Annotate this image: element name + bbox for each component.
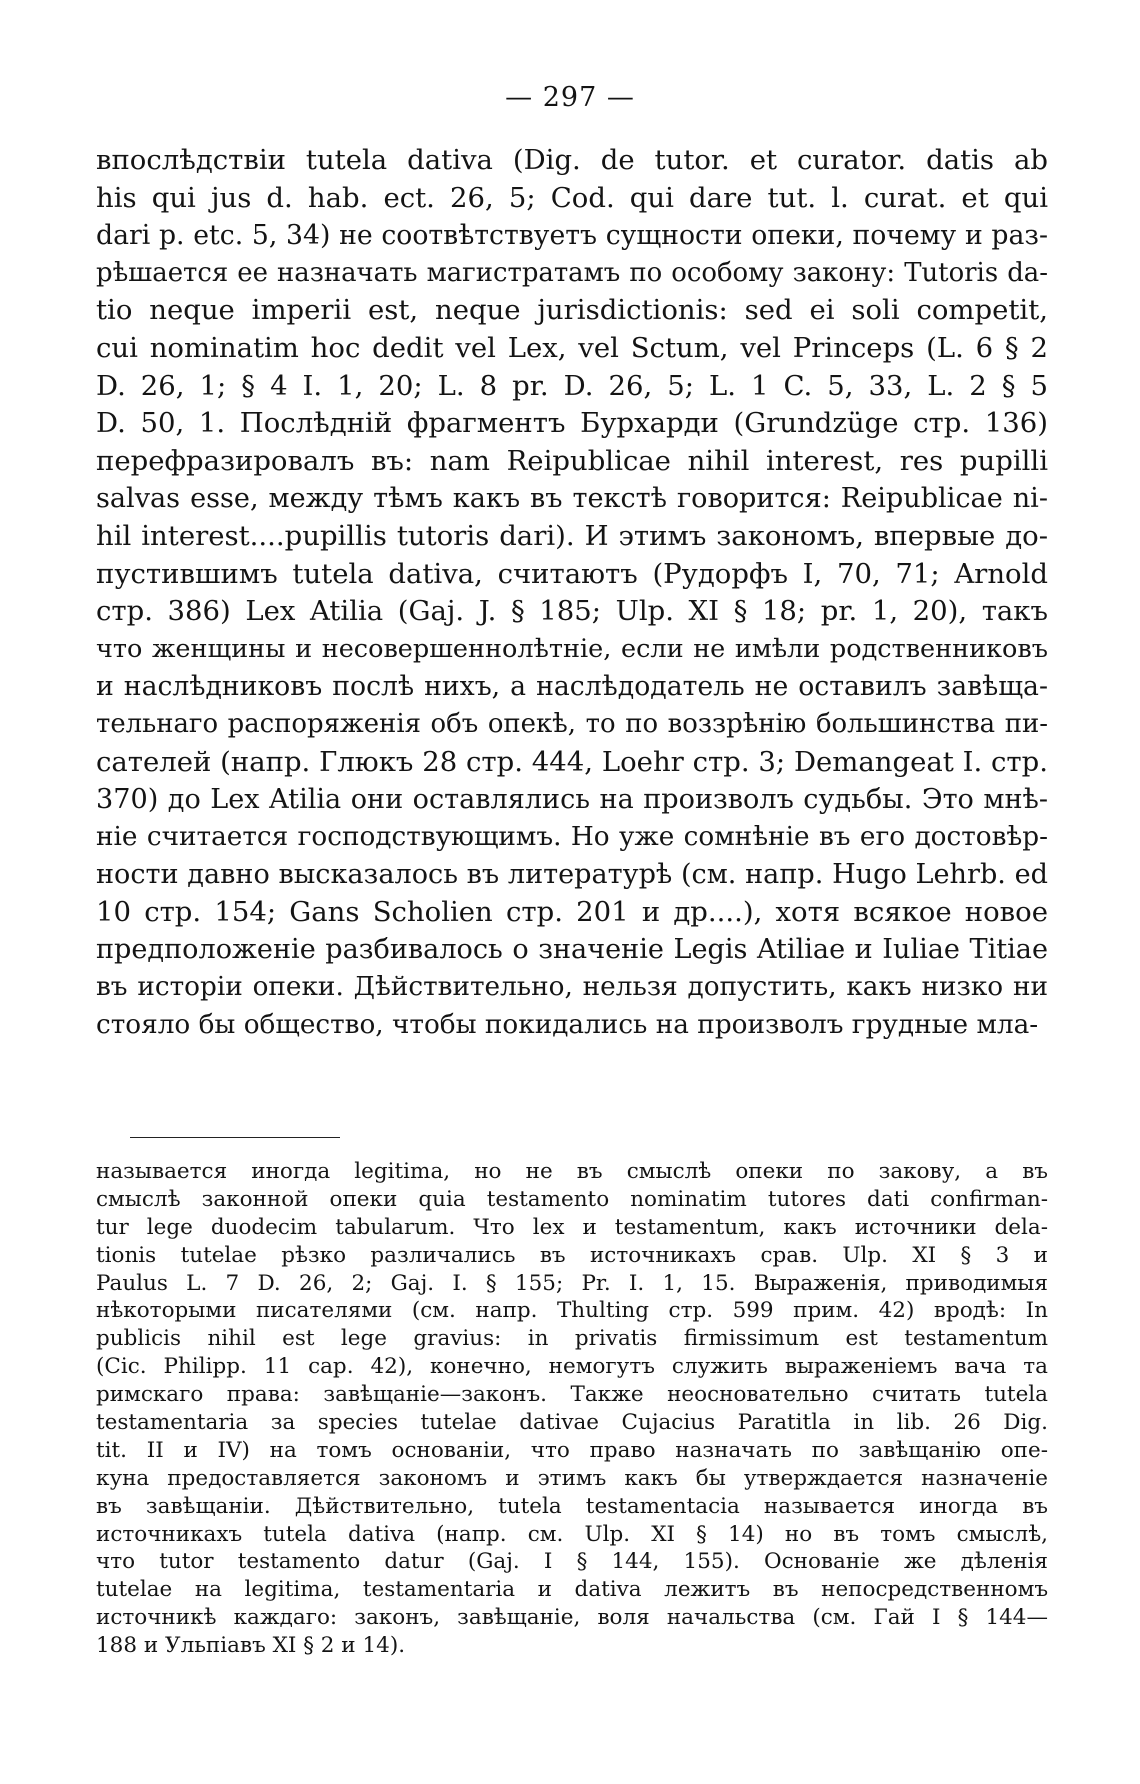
main-text-line: tio neque imperii est, neque jurisdictionis: sed ei soli competit, [96, 294, 1048, 327]
main-text-line: salvas esse, между тѣмъ какъ въ текстѣ говорится: Reipublicae ni- [96, 483, 1048, 515]
footnote-divider [130, 1137, 340, 1138]
main-text-line: cui nominatim hoc dedit vel Lex, vel Sctum, vel Princeps (L. 6 § 2 [96, 331, 1048, 364]
footnote-line: testamentaria за species tutelae dativae Cujacius Paratitla in lib. 26 Dig. [96, 1410, 1048, 1436]
main-text-line: dari p. etc. 5, 34) не соотвѣтствуетъ сущности опеки, почему и раз- [96, 220, 1048, 252]
footnote-line: tutelae на legitima, testamentaria и dativa лежитъ въ непосредственномъ [96, 1577, 1048, 1603]
main-text-line: hil interest....pupillis tutoris dari). И этимъ закономъ, впервые до- [96, 519, 1048, 552]
footnote-line: tit. II и IV) на томъ основаніи, что право назначать по завѣщанію опе- [96, 1437, 1048, 1463]
footnote-line: куна предоставляется закономъ и этимъ какъ бы утверждается назначеніе [96, 1465, 1048, 1491]
main-text-line: впослѣдствіи tutela dativa (Dig. de tutor. et curator. datis ab [96, 144, 1048, 176]
footnote-line: (Cic. Philipp. 11 cap. 42), конечно, немогутъ служить выраженіемъ вача та [96, 1354, 1048, 1380]
main-text-line: стр. 386) Lex Atilia (Gaj. J. § 185; Ulp. XI § 18; pr. 1, 20), такъ [96, 595, 1048, 628]
footnote-line: 188 и Ульпіавъ XI § 2 и 14). [96, 1633, 406, 1659]
main-text-line: пустившимъ tutela dativa, считаютъ (Рудорфъ I, 70, 71; Arnold [96, 557, 1048, 590]
main-text-line: что женщины и несовершеннолѣтніе, если не имѣли родственниковъ [96, 633, 1048, 664]
main-text-line: 10 стр. 154; Gans Scholien стр. 201 и др....), хотя всякое новое [96, 895, 1048, 928]
footnote-line: источникахъ tutela dativa (напр. см. Ulp. XI § 14) но въ томъ смыслѣ, [96, 1521, 1048, 1547]
footnote-body [96, 1158, 1048, 1660]
main-text-line: D. 26, 1; § 4 I. 1, 20; L. 8 pr. D. 26, 5; L. 1 C. 5, 33, L. 2 § 5 [96, 369, 1048, 402]
main-text-line: his qui jus d. hab. ect. 26, 5; Cod. qui dare tut. l. curat. et qui [96, 181, 1048, 214]
footnote-line: смыслѣ законной опеки quia testamento nominatim tutores dati confirman- [96, 1186, 1048, 1212]
footnote-line: tionis tutelae рѣзко различались въ источникахъ срав. Ulp. XI § 3 и [96, 1242, 1048, 1268]
main-text-line: сателей (напр. Глюкъ 28 стр. 444, Loehr стр. 3; Demangeat I. стр. [96, 745, 1048, 778]
main-text-line: стояло бы общество, чтобы покидались на произволъ грудные мла- [96, 1009, 1039, 1040]
footnote-line: tur lege duodecim tabularum. Что lex и testamentum, какъ источники dela- [96, 1214, 1048, 1240]
footnote-line: называется иногда legitima, но не въ смыслѣ опеки по закову, а въ [96, 1159, 1048, 1184]
footnote-line: publicis nihil est lege gravius: in privatis firmissimum est testamentum [96, 1326, 1048, 1352]
footnote-line: нѣкоторыми писателями (см. напр. Thulting стр. 599 прим. 42) вродѣ: In [96, 1298, 1048, 1324]
main-text-line: ности давно высказалось въ литературѣ (см. напр. Hugo Lehrb. ed [96, 859, 1048, 891]
main-text-line: D. 50, 1. Послѣдній фрагментъ Бурхарди (Grundzüge стр. 136) [96, 407, 1048, 440]
main-text-line: ніе считается господствующимъ. Но уже сомнѣніе въ его достовѣр- [96, 821, 1048, 852]
main-text-line: въ исторіи опеки. Дѣйствительно, нельзя допустить, какъ низко ни [96, 972, 1048, 1003]
main-text-line: перефразировалъ въ: nam Reipublicae nihil interest, res pupilli [96, 444, 1048, 477]
footnote-line: что tutor testamento datur (Gaj. I § 144, 155). Основаніе же дѣленія [96, 1549, 1048, 1575]
main-text-body [96, 142, 1048, 1044]
main-text-line: тельнаго распоряженія объ опекѣ, то по воззрѣнію большинства пи- [96, 708, 1048, 739]
footnote-line: въ завѣщаніи. Дѣйствительно, tutela testamentacia называется иногда въ [96, 1493, 1048, 1519]
main-text-line: и наслѣдниковъ послѣ нихъ, а наслѣдодатель не оставилъ завѣща- [96, 671, 1048, 703]
footnote-line: римскаго права: завѣщаніе—законъ. Также неосновательно считать tutela [96, 1382, 1048, 1408]
main-text-line: 370) до Lex Atilia они оставлялись на произволъ судьбы. Это мнѣ- [96, 784, 1048, 816]
main-text-line: предположеніе разбивалось о значеніе Legis Atiliae и Iuliae Titiae [96, 934, 1048, 966]
page-number: — 297 — [505, 82, 635, 113]
footnote-line: Paulus L. 7 D. 26, 2; Gaj. I. § 155; Pr. I. 1, 15. Выраженія, приводимыя [96, 1270, 1048, 1296]
footnote-line: источникѣ каждаго: законъ, завѣщаніе, воля начальства (см. Гай I § 144— [96, 1605, 1048, 1631]
main-text-line: рѣшается ее назначать магистратамъ по особому закону: Tutoris da- [96, 257, 1048, 288]
